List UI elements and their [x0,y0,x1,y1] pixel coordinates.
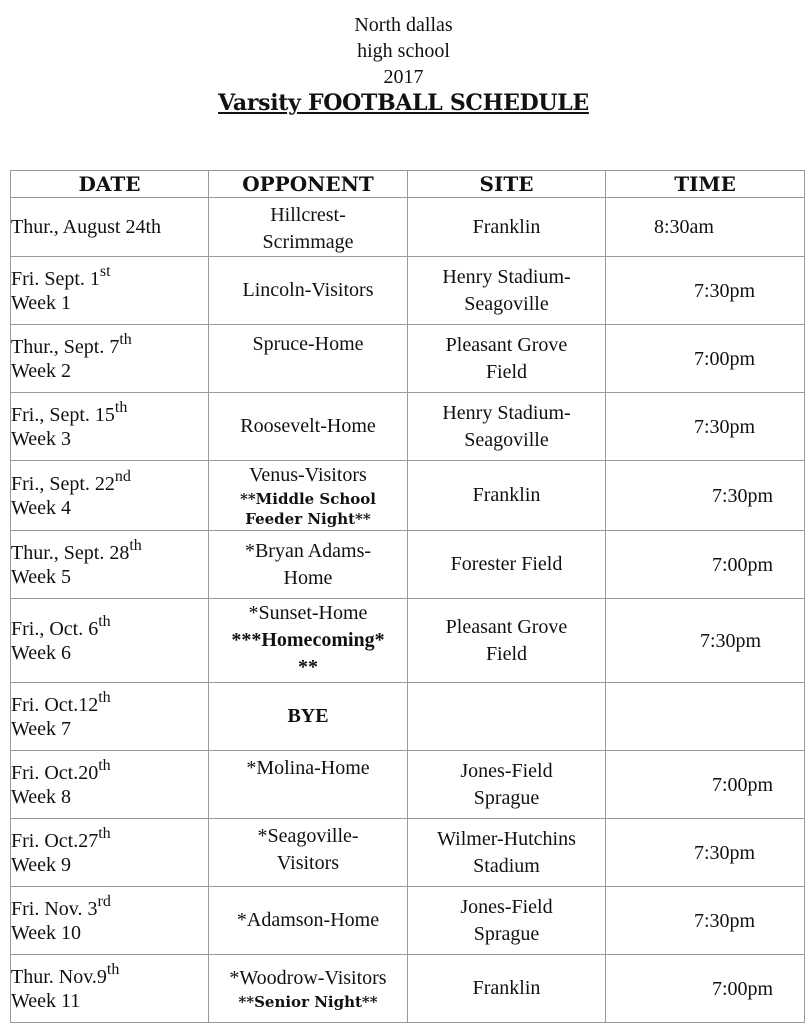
date-cell [11,887,209,955]
site-cell [408,887,606,955]
week-label: Week 10 [11,921,82,944]
opponent-cell [209,198,408,257]
site-cell [408,599,606,683]
page-header [0,12,807,116]
week-label: Week 2 [11,359,72,382]
date-line [11,756,208,785]
site-name: Jones-Field [460,759,553,782]
week-label: Week 3 [11,427,72,450]
week-label: Week 1 [11,291,72,314]
week-label: Week 7 [11,717,72,740]
date-line [11,824,208,853]
date-cell [11,325,209,393]
opponent-name: *Adamson-Home [236,909,380,931]
date-suffix: rd [97,892,111,910]
site-cell [408,257,606,325]
school-name-line2: high school [357,40,450,62]
opponent-name: *Bryan Adams- [244,539,372,562]
date-cell [11,599,209,683]
site-cell [408,325,606,393]
time-cell [606,599,805,683]
site-cell [408,751,606,819]
date-cell [11,461,209,531]
kickoff-time: 7:30pm [694,909,756,932]
date-line [11,892,208,921]
kickoff-time: 7:30pm [700,629,762,652]
date-cell [11,751,209,819]
opponent-name: Roosevelt-Home [240,415,376,437]
opponent-cell [209,599,408,683]
opponent-name: Venus-Visitors [249,464,367,486]
date-line [11,262,208,291]
column-header-opponent: OPPONENT [209,171,408,198]
opponent-cell [209,887,408,955]
table-row [11,955,805,1023]
opponent-cell [209,393,408,461]
opponent-name: Hillcrest- [270,204,346,226]
table-row [11,393,805,461]
kickoff-time: 7:30pm [694,841,756,864]
site-name: Franklin [472,977,541,999]
column-header-time: TIME [606,171,805,198]
homecoming-note: ** [298,656,318,678]
opponent-name: *Seagoville- [257,825,359,847]
table-row [11,887,805,955]
site-cell [408,683,606,751]
site-cell [408,461,606,531]
date-line [11,688,208,717]
date-suffix: th [98,824,111,842]
week-label: Week 5 [11,565,72,588]
table-row [11,461,805,531]
date-text: Thur., August 24th [11,216,162,238]
time-cell [606,887,805,955]
date-text: Thur. Nov.9 [11,965,107,988]
date-suffix: th [119,330,132,348]
date-text: Fri., Sept. 22 [11,472,115,495]
date-cell [11,531,209,599]
table-row [11,325,805,393]
date-text: Fri. Oct.27 [11,829,99,852]
date-cell [11,819,209,887]
date-suffix: th [98,688,111,706]
site-name: Forester Field [450,553,563,575]
week-label: Week 11 [11,989,81,1012]
date-text: Fri. Nov. 3 [11,897,98,920]
kickoff-time: 7:00pm [694,347,756,370]
opponent-cell [209,683,408,751]
time-cell [606,198,805,257]
opponent-name: Home [283,566,333,589]
site-cell [408,393,606,461]
site-name: Wilmer-Hutchins [437,827,576,850]
site-name: Seagoville [464,428,549,451]
time-cell [606,325,805,393]
kickoff-time: 7:30pm [694,415,756,438]
week-label: Week 4 [11,496,72,519]
table-row [11,683,805,751]
opponent-cell [209,461,408,531]
date-suffix: nd [114,467,131,485]
date-line [11,467,208,496]
site-name: Field [485,360,528,383]
page-title: Varsity FOOTBALL SCHEDULE [218,90,589,116]
column-header-date: DATE [11,171,209,198]
kickoff-time: 7:30pm [712,484,774,507]
date-suffix: th [98,612,111,630]
site-name: Franklin [472,484,541,506]
site-cell [408,198,606,257]
time-cell [606,955,805,1023]
time-cell [606,683,805,751]
opponent-name: *Molina-Home [246,757,370,779]
date-cell [11,393,209,461]
opponent-cell [209,257,408,325]
time-cell [606,819,805,887]
table-row [11,751,805,819]
opponent-cell [209,531,408,599]
site-name: Seagoville [464,292,549,315]
date-text: Fri. Oct.12 [11,693,99,716]
homecoming-note: ***Homecoming* [231,629,385,651]
date-line [11,536,208,565]
kickoff-time: 7:30pm [694,279,756,302]
date-text: Fri., Oct. 6 [11,617,99,640]
kickoff-time: 7:00pm [712,773,774,796]
week-label: Week 9 [11,853,72,876]
date-suffix: th [129,536,142,554]
date-text: Thur., Sept. 28 [11,541,130,564]
date-text: Fri. Oct.20 [11,761,99,784]
opponent-name: Spruce-Home [252,333,364,355]
schedule-body [11,198,805,1023]
date-line [11,215,208,239]
opponent-cell [209,751,408,819]
table-header-row [11,171,805,198]
opponent-name: *Woodrow-Visitors [229,967,387,989]
time-cell [606,751,805,819]
opponent-cell [209,325,408,393]
table-row [11,257,805,325]
date-cell [11,683,209,751]
opponent-name: Visitors [276,852,340,874]
site-name: Field [485,642,528,665]
site-cell [408,955,606,1023]
site-name: Pleasant Grove [445,333,568,356]
opponent-name: Scrimmage [262,231,354,253]
date-cell [11,257,209,325]
site-name: Henry Stadium- [442,401,571,424]
site-name: Sprague [473,786,540,809]
date-text: Thur., Sept. 7 [11,335,120,358]
time-cell [606,393,805,461]
time-cell [606,257,805,325]
site-name: Henry Stadium- [442,265,571,288]
week-label: Week 8 [11,785,72,808]
date-line [11,398,208,427]
schedule-table [10,170,805,1023]
opponent-name: BYE [287,705,329,727]
site-name: Pleasant Grove [445,615,568,638]
season-year: 2017 [383,66,424,88]
site-name: Franklin [472,215,541,238]
site-name: Stadium [473,854,540,877]
opponent-name: *Sunset-Home [248,602,368,624]
site-name: Jones-Field [460,895,553,918]
table-row [11,599,805,683]
date-text: Fri., Sept. 15 [11,403,115,426]
date-cell [11,198,209,257]
table-row [11,198,805,257]
week-label: Week 6 [11,641,72,664]
site-name: Sprague [473,922,540,945]
site-cell [408,531,606,599]
column-header-site: SITE [408,171,606,198]
date-cell [11,955,209,1023]
kickoff-time: 8:30am [654,216,714,238]
site-cell [408,819,606,887]
time-cell [606,531,805,599]
kickoff-time: 7:00pm [712,553,774,576]
date-line [11,612,208,641]
date-suffix: th [114,398,128,416]
school-name-line1: North dallas [354,14,453,36]
date-line [11,960,208,989]
date-suffix: th [106,960,120,978]
game-note: **Senior Night** [238,993,378,1011]
date-line [11,330,208,359]
opponent-cell [209,819,408,887]
date-suffix: st [99,262,111,280]
kickoff-time: 7:00pm [712,977,774,1000]
opponent-cell [209,955,408,1023]
opponent-name: Lincoln-Visitors [242,279,374,301]
table-row [11,819,805,887]
time-cell [606,461,805,531]
date-text: Fri. Sept. 1 [11,267,100,290]
table-row [11,531,805,599]
date-suffix: th [98,756,111,774]
game-note: **Middle School Feeder Night** [239,490,376,528]
